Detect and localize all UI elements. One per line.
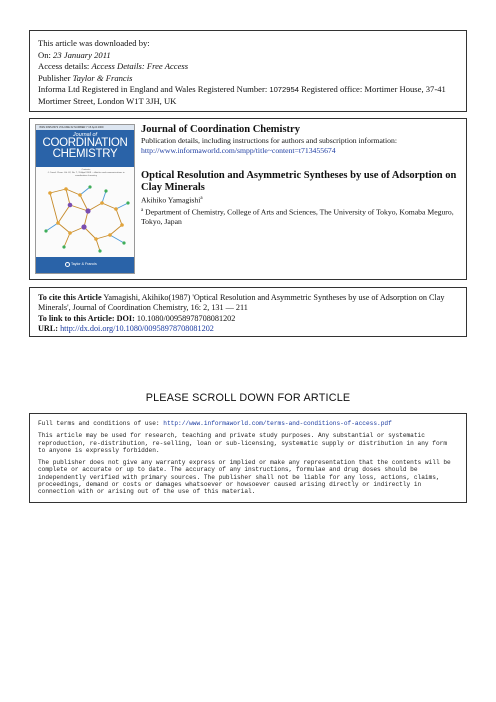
link-line: [38, 314, 458, 324]
cite-line: [38, 293, 458, 314]
terms-full-line: [38, 420, 458, 427]
cover-title-line1: COORDINATION: [42, 137, 128, 149]
cite-label: To cite this Article: [38, 293, 102, 302]
access-label: Access details:: [38, 61, 92, 72]
cover-title-line2: CHEMISTRY: [52, 148, 118, 160]
registration-line: [38, 84, 458, 107]
cover-issue-strip: ISSN 0095-8972 VOLUME 62 NUMBER 7 15 April 2009: [36, 125, 134, 130]
cite-text: Yamagishi, Akihiko(1987) 'Optical Resolution and Asymmetric Syntheses by use of Adsorption on Clay Minerals', Journal of Coordination Chemistry, 16: 2, 131 — 211: [38, 293, 445, 313]
cover-contents: [46, 169, 126, 178]
doi-url-link[interactable]: http://dx.doi.org/10.1080/00958978708081202: [58, 324, 214, 334]
author-line: [141, 194, 463, 205]
terms-box: [29, 413, 467, 503]
publisher-value: Taylor & Francis: [72, 72, 133, 83]
affiliation-text: Department of Chemistry, College of Arts and Sciences, The University of Tokyo, Komaba Meguro, Tokyo, Japan: [141, 207, 454, 227]
url-line: [38, 324, 458, 334]
author-affiliation-mark: a: [200, 196, 203, 201]
journal-url-link[interactable]: http://www.informaworld.com/smpp/title~content=t713455674: [141, 145, 336, 155]
molecular-structure-graphic: [40, 181, 132, 255]
cover-title-main: [36, 138, 134, 160]
cover-title-small: Journal of: [72, 132, 98, 138]
download-date: 23 January 2011: [53, 49, 111, 60]
article-info: [141, 124, 463, 227]
cover-contents-heading: Contents: [81, 169, 91, 171]
article-info-box: [29, 118, 467, 280]
terms-url-link[interactable]: http://www.informaworld.com/terms-and-conditions-of-access.pdf: [163, 420, 392, 427]
terms-paragraph-use: This article may be used for research, teaching and private study purposes. Any substantial or systematic reproduction, re-distribution, re-selling, loan or sub-licensing, systematic supply or distribution in any form to anyone is expressly forbidden.: [38, 432, 448, 454]
journal-title: Journal of Coordination Chemistry: [141, 124, 300, 135]
doi-value: 10.1080/00958978708081202: [134, 313, 236, 323]
author-name: Akihiko Yamagishi: [141, 195, 201, 205]
registration-number: 1072954: [269, 85, 299, 95]
author-affiliation: [141, 206, 463, 227]
publisher-label: Publisher: [38, 72, 73, 83]
cover-contents-text: J. Coord. Chem. Vol. 62, No. 7, 15 April 2009 — Articles and communications in coordination chemistry: [47, 172, 125, 177]
article-title: Optical Resolution and Asymmetric Syntheses by use of Adsorption on Clay Minerals: [141, 170, 457, 193]
download-date-line: [38, 50, 458, 62]
link-label: To link to this Article: DOI:: [38, 313, 135, 323]
download-line: This article was downloaded by:: [38, 38, 150, 48]
publisher-line: [38, 73, 458, 85]
on-label: On:: [38, 49, 54, 60]
registration-office: Registered office: Mortimer House, 37-41 Mortimer Street, London W1T 3JH, UK: [38, 84, 446, 106]
publication-details: Publication details, including instructions for authors and subscription information:: [141, 136, 397, 145]
url-label: URL:: [38, 324, 59, 334]
terms-paragraph-warranty: The publisher does not give any warranty express or implied or make any representation that the contents will be complete or accurate or up to date. The accuracy of any instructions, formulae and drug doses should be independently verified with primary sources. The publisher shall not be liable for any loss, actions, claims, proceedings, demand or costs or damages whatsoever or howsoever caused arising directly or indirectly in connection with or arising out of the use of this material.: [38, 459, 451, 496]
scroll-down-notice: PLEASE SCROLL DOWN FOR ARTICLE: [145, 392, 351, 404]
download-notice-box: [29, 30, 467, 112]
terms-full-label: Full terms and conditions of use:: [38, 420, 164, 427]
registration-main: Informa Ltd Registered in England and Wales Registered Number:: [38, 84, 270, 95]
publisher-logo-icon: [65, 262, 70, 267]
journal-cover-image: [35, 124, 135, 274]
access-value: Access Details: Free Access: [91, 61, 189, 72]
affiliation-mark: a: [141, 208, 144, 214]
access-details-line: [38, 61, 458, 73]
citation-box: [29, 287, 467, 337]
cover-publisher: Taylor & Francis: [71, 262, 97, 266]
